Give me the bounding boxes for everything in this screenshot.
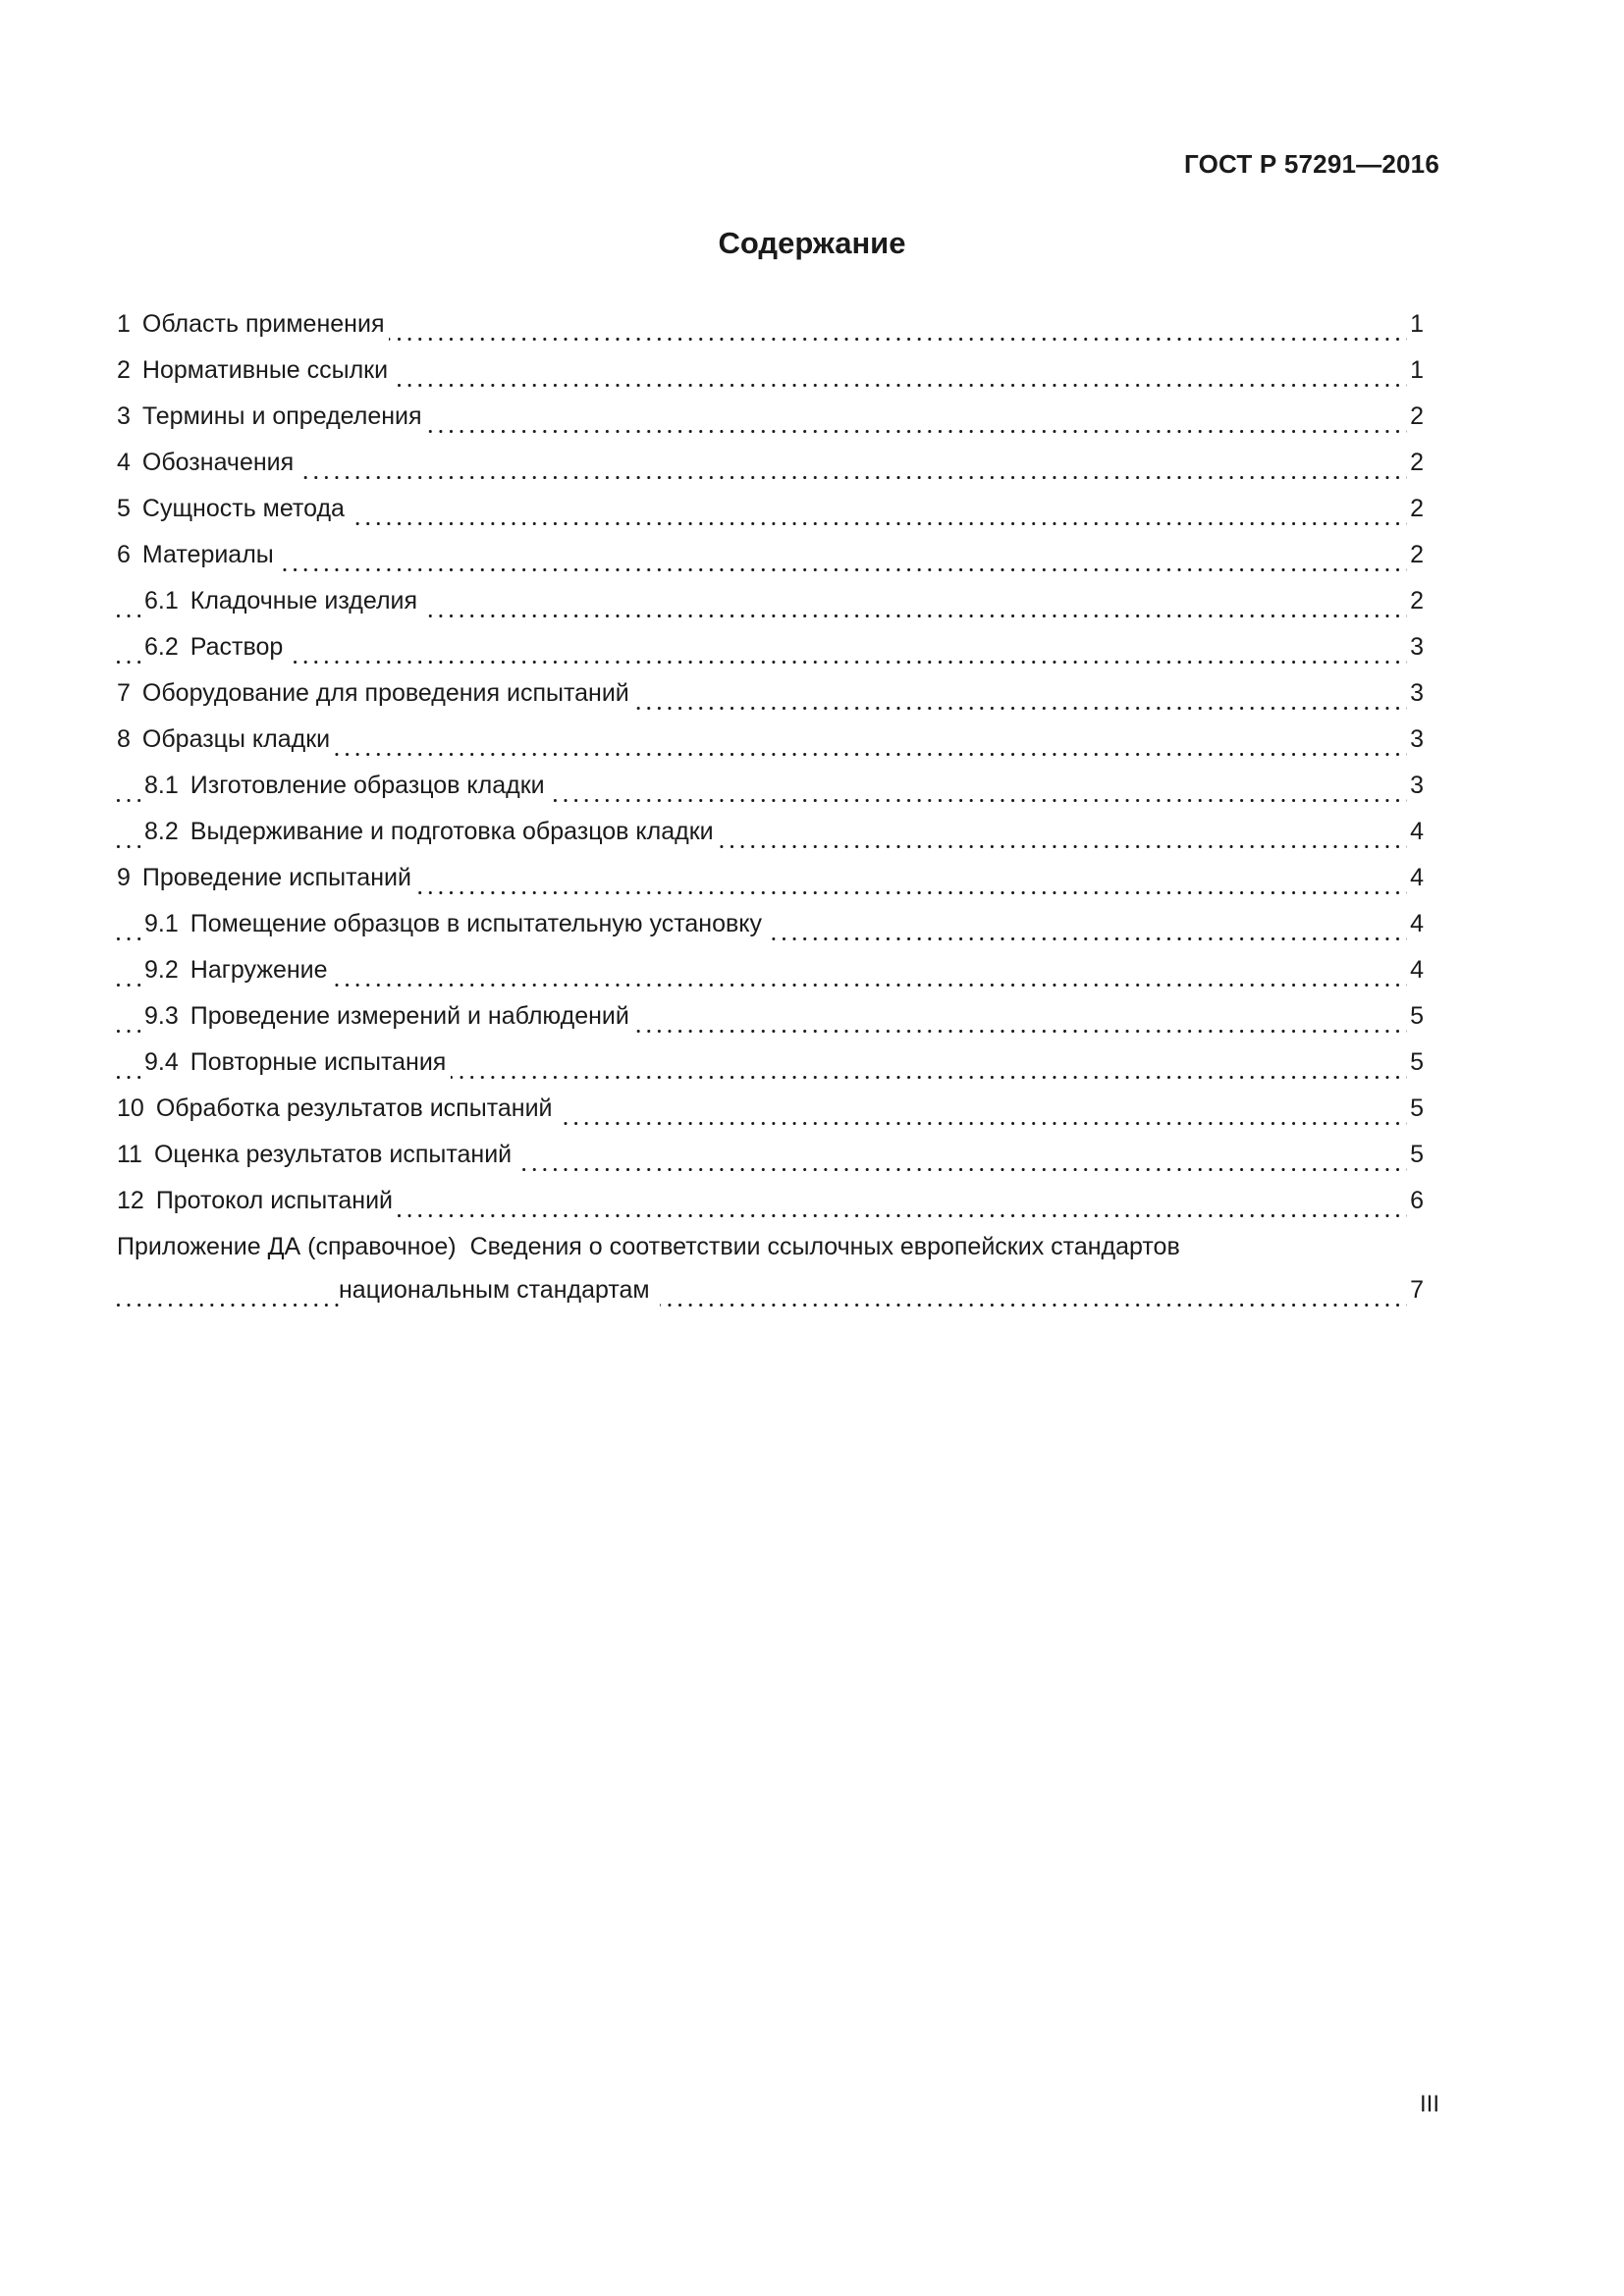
toc-entry-page: 5 [1407, 999, 1424, 1033]
toc-entry-text [144, 953, 333, 987]
standard-code: ГОСТ Р 57291—2016 [1184, 149, 1439, 179]
toc-entry-title: Обработка результатов испытаний [155, 1095, 553, 1122]
toc-entry-text [117, 446, 298, 479]
toc-entry-page: 1 [1407, 353, 1424, 387]
toc-entry-title: Раствор [189, 633, 284, 661]
toc-entry-page: 4 [1407, 953, 1424, 987]
toc-entry-page: 6 [1407, 1184, 1424, 1217]
page-number: III [1419, 2091, 1439, 2117]
toc-entry[interactable] [117, 676, 1424, 722]
toc-entry-number: 1 [117, 310, 131, 338]
toc-entry-text [117, 676, 634, 710]
toc-entry-number: 6.1 [144, 587, 179, 614]
toc-entry[interactable] [117, 353, 1424, 400]
toc-entry[interactable] [117, 999, 1424, 1045]
toc-entry-number: 6 [117, 541, 131, 568]
toc-entry-text [117, 353, 393, 387]
toc-entry-text [117, 538, 279, 571]
toc-entry-number: 9 [117, 864, 131, 891]
toc-entry-page: 5 [1407, 1138, 1424, 1171]
toc-entry-text [117, 492, 350, 525]
toc-entry-title: Нормативные ссылки [141, 356, 389, 384]
toc-entry-title: Проведение измерений и наблюдений [189, 1002, 629, 1030]
toc-entry-text [144, 630, 288, 664]
toc-entry-number: 5 [117, 495, 131, 522]
annex-first-line [117, 1230, 1180, 1263]
toc-entry-title: Помещение образцов в испытательную установку [189, 910, 763, 937]
toc-entry[interactable] [117, 538, 1424, 584]
toc-entry-title: Оборудование для проведения испытаний [141, 679, 629, 707]
toc-entry-number: 7 [117, 679, 131, 707]
toc-entry-page: 5 [1407, 1045, 1424, 1079]
toc-entry[interactable] [117, 815, 1424, 861]
annex-title-line1: Сведения о соответствии ссылочных европейских стандартов [469, 1233, 1180, 1260]
toc-entry-page: 3 [1407, 676, 1424, 710]
toc-entry-number: 4 [117, 449, 131, 476]
toc-entry[interactable] [117, 953, 1424, 999]
toc-entry-number: 8.1 [144, 772, 179, 799]
toc-entry-number: 6.2 [144, 633, 179, 661]
toc-entry-text [144, 584, 422, 617]
toc-entry-text [144, 907, 767, 940]
annex-page-number: 7 [1407, 1273, 1424, 1307]
toc-entry[interactable] [117, 446, 1424, 492]
toc-entry-title: Образцы кладки [141, 725, 331, 753]
toc-entry-text [144, 999, 634, 1033]
toc-entry-page: 5 [1407, 1092, 1424, 1125]
toc-entries [117, 307, 1424, 1230]
toc-entry-title: Повторные испытания [189, 1048, 447, 1076]
toc-entry-number: 12 [117, 1187, 144, 1214]
toc-entry-text [117, 400, 427, 433]
toc-entry-page: 3 [1407, 630, 1424, 664]
toc-entry-text [144, 1045, 451, 1079]
dot-leader [117, 476, 1424, 479]
toc-entry[interactable] [117, 307, 1424, 353]
table-of-contents [117, 307, 1424, 1322]
toc-entry-title: Термины и определения [141, 402, 422, 430]
toc-entry[interactable] [117, 492, 1424, 538]
toc-entry-page: 2 [1407, 492, 1424, 525]
toc-entry-number: 10 [117, 1095, 144, 1122]
toc-entry[interactable] [117, 1045, 1424, 1092]
toc-entry-text [117, 722, 335, 756]
toc-entry-title: Проведение испытаний [141, 864, 411, 891]
toc-entry[interactable] [117, 400, 1424, 446]
toc-entry-number: 8.2 [144, 818, 179, 845]
annex-second-line [117, 1273, 1424, 1319]
toc-entry-title: Протокол испытаний [155, 1187, 393, 1214]
toc-entry-title: Изготовление образцов кладки [189, 772, 545, 799]
toc-entry-page: 2 [1407, 400, 1424, 433]
toc-entry-text [144, 769, 550, 802]
toc-entry-number: 9.4 [144, 1048, 179, 1076]
toc-entry-page: 1 [1407, 307, 1424, 341]
toc-entry[interactable] [117, 630, 1424, 676]
toc-entry-number: 3 [117, 402, 131, 430]
toc-entry-page: 3 [1407, 722, 1424, 756]
toc-entry[interactable] [117, 584, 1424, 630]
toc-entry-number: 9.3 [144, 1002, 179, 1030]
toc-entry-page: 4 [1407, 907, 1424, 940]
toc-entry-text [117, 1184, 398, 1217]
toc-entry[interactable] [117, 861, 1424, 907]
toc-entry[interactable] [117, 722, 1424, 769]
toc-entry-title: Выдерживание и подготовка образцов кладки [189, 818, 714, 845]
toc-entry[interactable] [117, 907, 1424, 953]
toc-entry[interactable] [117, 769, 1424, 815]
toc-entry-number: 9.1 [144, 910, 179, 937]
dot-leader [117, 661, 1424, 664]
toc-entry-page: 3 [1407, 769, 1424, 802]
dot-leader [117, 568, 1424, 571]
dot-leader [117, 1304, 1424, 1307]
annex-title-line2: национальным стандартам [339, 1273, 660, 1307]
toc-entry-page: 2 [1407, 538, 1424, 571]
toc-entry-annex[interactable] [117, 1230, 1424, 1322]
toc-entry-title: Обозначения [141, 449, 295, 476]
toc-entry-page: 2 [1407, 446, 1424, 479]
toc-entry-number: 9.2 [144, 956, 179, 984]
toc-entry-page: 2 [1407, 584, 1424, 617]
toc-entry-text [144, 815, 719, 848]
toc-entry-text [117, 1092, 558, 1125]
toc-entry-number: 8 [117, 725, 131, 753]
page-title: Содержание [718, 226, 906, 260]
toc-entry-title: Материалы [141, 541, 274, 568]
toc-entry-title: Сущность метода [141, 495, 345, 522]
toc-entry-page: 4 [1407, 815, 1424, 848]
toc-entry-title: Кладочные изделия [189, 587, 418, 614]
toc-entry[interactable] [117, 1184, 1424, 1230]
toc-entry[interactable] [117, 1092, 1424, 1138]
toc-entry-number: 11 [117, 1141, 142, 1168]
toc-entry-page: 4 [1407, 861, 1424, 894]
toc-entry-number: 2 [117, 356, 131, 384]
annex-label: Приложение ДА (справочное) [117, 1233, 457, 1260]
toc-entry-title: Нагружение [189, 956, 328, 984]
toc-entry-title: Оценка результатов испытаний [153, 1141, 513, 1168]
toc-entry-text [117, 307, 389, 341]
toc-entry-text [117, 861, 416, 894]
toc-entry-title: Область применения [141, 310, 385, 338]
toc-entry[interactable] [117, 1138, 1424, 1184]
toc-entry-text [117, 1138, 516, 1171]
